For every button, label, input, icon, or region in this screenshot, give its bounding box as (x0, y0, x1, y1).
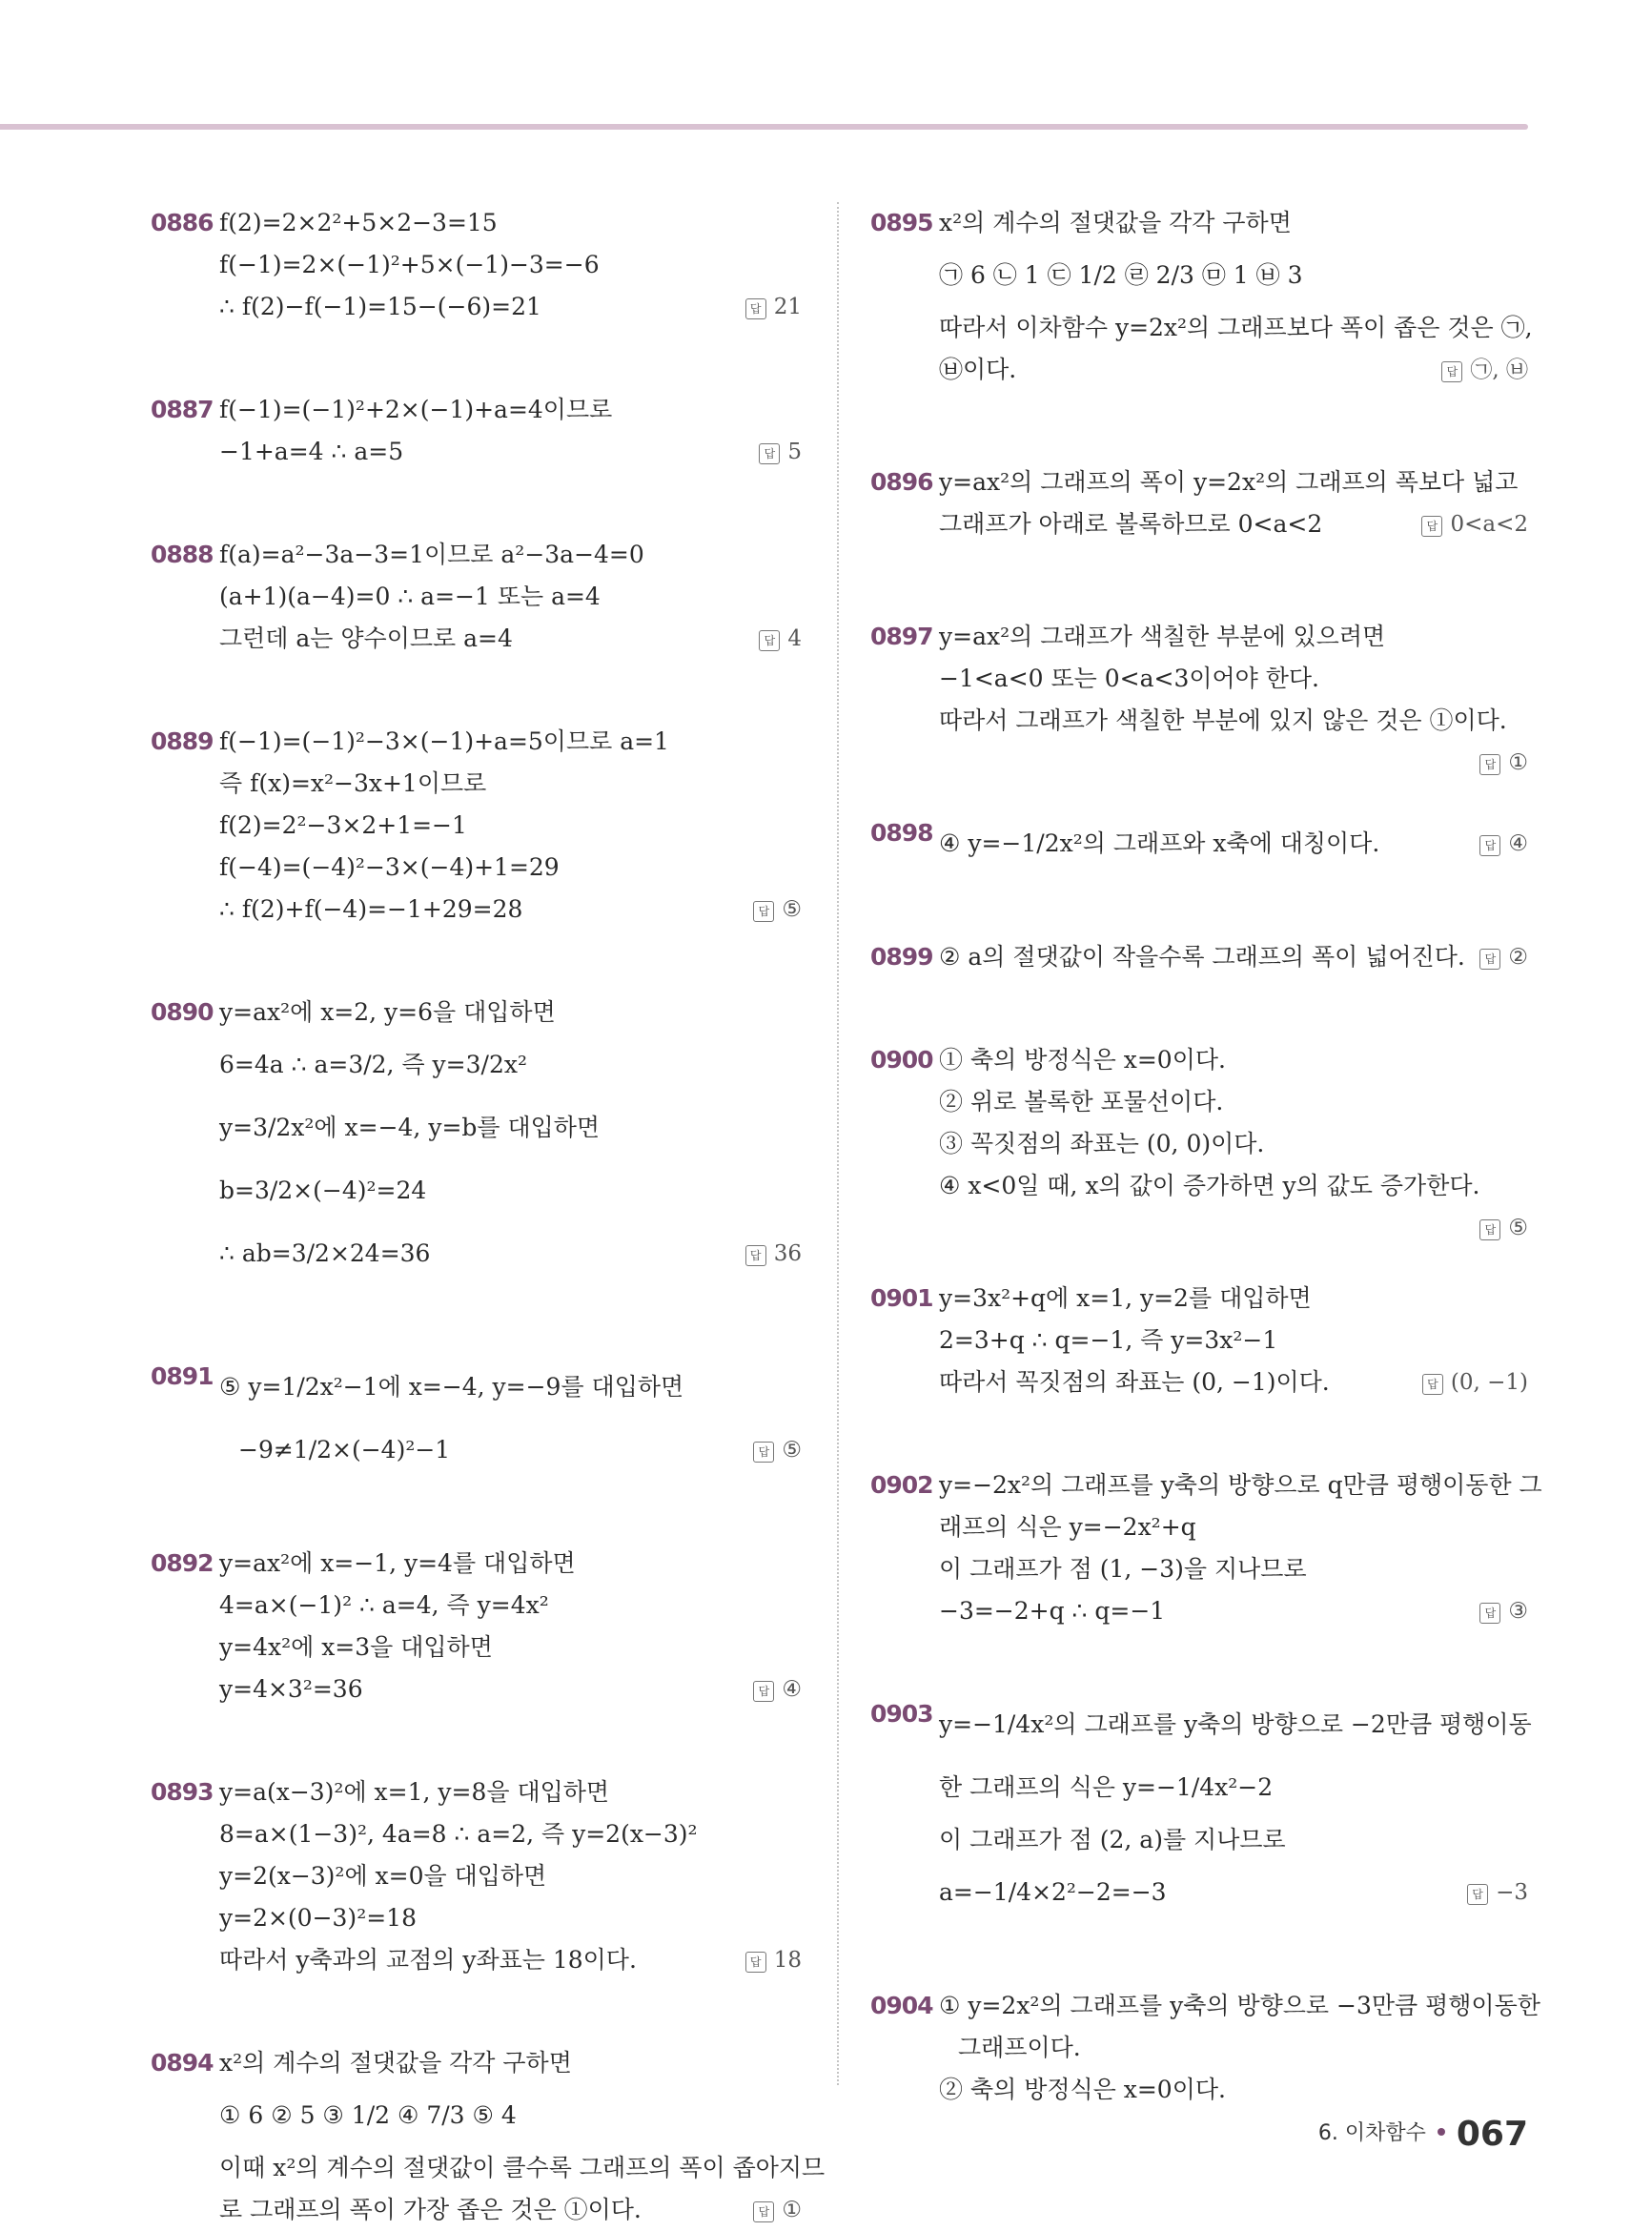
solution-body (219, 2042, 826, 2231)
solution-text: ④ x<0일 때, x의 값이 증가하면 y의 값도 증가한다. (939, 1172, 1480, 1199)
answer (1479, 742, 1528, 784)
answer-value: 0<a<2 (1450, 512, 1528, 537)
problem-0887 (151, 389, 802, 473)
problem-number: 0900 (870, 1046, 933, 1074)
solution-line (939, 461, 1528, 503)
solution-line (939, 307, 1533, 349)
solution-text: 이때 x²의 계수의 절댓값이 클수록 그래프의 폭이 좁아지므 (219, 2154, 826, 2181)
solution-line (939, 244, 1528, 307)
problem-0890 (151, 992, 802, 1285)
solution-text: y=4x²에 x=3을 대입하면 (219, 1633, 493, 1661)
top-rule (0, 124, 1528, 130)
solution-text: f(−4)=(−4)²−3×(−4)+1=29 (219, 853, 560, 881)
problem-0901 (870, 1278, 1528, 1403)
problem-0903 (870, 1693, 1532, 1924)
solution-text: 이 그래프가 점 (2, a)를 지나므로 (939, 1826, 1286, 1853)
solution-line (939, 700, 1528, 742)
answer-mark-icon: 답 (759, 443, 780, 464)
problem-0894 (151, 2042, 826, 2231)
solution-text: 6=4a ∴ a=3/2, 즉 y=3/2x² (219, 1051, 527, 1078)
solution-line (219, 1159, 802, 1222)
answer-mark-icon: 답 (753, 1681, 774, 1702)
solution-line (219, 2042, 802, 2084)
solution-text: ② a의 절댓값이 작을수록 그래프의 폭이 넓어진다. (939, 943, 1465, 971)
solution-text: y=4×3²=36 (219, 1675, 363, 1703)
solution-line (939, 202, 1528, 244)
problem-number: 0898 (870, 819, 933, 847)
solution-text: −9≠1/2×(−4)²−1 (238, 1436, 451, 1463)
answer-value: ⑤ (782, 897, 802, 922)
solution-line (939, 1548, 1528, 1590)
answer-value: ⑤ (782, 1438, 802, 1463)
answer-mark-icon: 답 (745, 298, 766, 319)
solution-body (219, 992, 802, 1285)
answer-value: 18 (773, 1948, 802, 1973)
answer-mark-icon: 답 (1441, 361, 1462, 382)
answer (745, 1222, 802, 1285)
solution-line (219, 286, 802, 328)
solution-line (219, 992, 802, 1034)
solution-text: ② 위로 볼록한 포물선이다. (939, 1088, 1224, 1116)
solution-line (219, 618, 802, 660)
solution-text: a=−1/4×2²−2=−3 (939, 1878, 1167, 1906)
solution-text: y=ax²의 그래프가 색칠한 부분에 있으려면 (939, 623, 1386, 650)
problem-number: 0893 (151, 1778, 214, 1806)
solution-line (939, 1464, 1542, 1506)
answer (753, 889, 802, 931)
answer-mark-icon: 답 (753, 2201, 774, 2222)
problem-number: 0887 (151, 396, 214, 423)
solution-line (219, 431, 802, 473)
solution-text: −1+a=4 ∴ a=5 (219, 438, 404, 465)
answer (1479, 812, 1528, 875)
answer (1441, 349, 1528, 391)
solution-text: f(a)=a²−3a−3=1이므로 a²−3a−4=0 (219, 541, 644, 568)
solutions-column-right (870, 202, 1542, 2111)
solution-line (939, 1756, 1528, 1819)
bullet-dot (1438, 2128, 1445, 2136)
problem-number: 0894 (151, 2049, 214, 2077)
answer (759, 618, 802, 660)
answer (1479, 1207, 1528, 1249)
answer (745, 286, 802, 328)
answer-mark-icon: 답 (1479, 754, 1500, 775)
solution-text: ① 축의 방정식은 x=0이다. (939, 1046, 1226, 1074)
answer-value: 21 (773, 295, 802, 319)
problem-0888 (151, 534, 802, 660)
solution-text: y=−2x²의 그래프를 y축의 방향으로 q만큼 평행이동한 그 (939, 1471, 1542, 1499)
problem-0895 (870, 202, 1533, 391)
answer (1422, 1361, 1528, 1403)
solution-text: (a+1)(a−4)=0 ∴ a=−1 또는 a=4 (219, 583, 601, 610)
solution-body (219, 1356, 802, 1482)
solution-text: f(−1)=(−1)²+2×(−1)+a=4이므로 (219, 396, 613, 423)
solution-body (939, 1039, 1528, 1240)
solution-line (219, 1855, 802, 1897)
problem-number: 0903 (870, 1700, 933, 1728)
solution-text: ① 6 ② 5 ③ 1/2 ④ 7/3 ⑤ 4 (219, 2101, 517, 2129)
answer-value: (0, −1) (1450, 1370, 1528, 1395)
problem-number: 0895 (870, 209, 933, 236)
answer-mark-icon: 답 (753, 901, 774, 922)
answer-value: ④ (782, 1677, 802, 1702)
answer-value: 4 (787, 626, 802, 651)
solution-body (219, 389, 802, 473)
solution-line (939, 1278, 1528, 1320)
problem-number: 0897 (870, 623, 933, 650)
page-number: 067 (1456, 2115, 1528, 2154)
solution-line (219, 2147, 826, 2189)
problem-0893 (151, 1771, 802, 1981)
solution-line (939, 658, 1528, 700)
solution-line (939, 1039, 1528, 1081)
page-footer (1318, 2115, 1528, 2154)
solution-line (939, 349, 1528, 391)
solution-line (219, 889, 802, 931)
answer-value: ③ (1508, 1599, 1528, 1624)
problem-number: 0901 (870, 1284, 933, 1312)
answer (745, 1939, 802, 1981)
solution-text: 그래프이다. (958, 2034, 1081, 2061)
solution-text: ∴ f(2)+f(−4)=−1+29=28 (219, 895, 523, 923)
solution-body (939, 1985, 1540, 2111)
solution-text: 그런데 a는 양수이므로 a=4 (219, 624, 513, 652)
solution-text: b=3/2×(−4)²=24 (219, 1177, 427, 1204)
problem-0902 (870, 1464, 1542, 1632)
solution-text: f(−1)=(−1)²−3×(−1)+a=5이므로 a=1 (219, 727, 669, 755)
problem-0899 (870, 936, 1528, 978)
solution-line (939, 1361, 1528, 1403)
solution-text: 이 그래프가 점 (1, −3)을 지나므로 (939, 1555, 1307, 1583)
solution-text: ∴ ab=3/2×24=36 (219, 1239, 431, 1267)
answer (1479, 936, 1528, 978)
solution-text: f(−1)=2×(−1)²+5×(−1)−3=−6 (219, 251, 600, 278)
solution-body (939, 1693, 1532, 1924)
solution-line (939, 616, 1528, 658)
problem-0891 (151, 1356, 802, 1482)
solution-line (219, 763, 802, 805)
problem-0897 (870, 616, 1528, 775)
solution-line (939, 1590, 1528, 1632)
solution-text: y=2×(0−3)²=18 (219, 1904, 417, 1932)
solution-line (939, 2069, 1528, 2111)
problem-number: 0891 (151, 1362, 214, 1390)
problem-0896 (870, 461, 1528, 545)
answer (1479, 1590, 1528, 1632)
solution-line (219, 389, 802, 431)
solution-text: 따라서 y축과의 교점의 y좌표는 18이다. (219, 1946, 637, 1974)
solution-line (219, 1771, 802, 1813)
solution-text: y=−1/4x²의 그래프를 y축의 방향으로 −2만큼 평행이동 (939, 1710, 1532, 1738)
solutions-column-left (151, 202, 826, 2231)
problem-number: 0892 (151, 1549, 214, 1577)
solution-body (939, 202, 1533, 391)
solution-line (939, 1320, 1528, 1361)
solution-text: ② 축의 방정식은 x=0이다. (939, 2076, 1226, 2103)
solution-line (939, 936, 1528, 978)
solution-text: y=ax²의 그래프의 폭이 y=2x²의 그래프의 폭보다 넓고 (939, 468, 1519, 496)
solution-line (939, 1081, 1528, 1123)
answer-value: ① (1508, 750, 1528, 775)
solution-text: y=3x²+q에 x=1, y=2를 대입하면 (939, 1284, 1312, 1312)
solution-text: ④ y=−1/2x²의 그래프와 x축에 대칭이다. (939, 829, 1380, 857)
answer-value: −3 (1496, 1880, 1528, 1905)
solution-body (939, 616, 1528, 775)
solution-line (219, 1222, 802, 1285)
solution-line (219, 1034, 802, 1096)
problem-number: 0886 (151, 209, 214, 236)
solution-line (219, 576, 802, 618)
solution-text: −3=−2+q ∴ q=−1 (939, 1597, 1166, 1625)
problem-0900 (870, 1039, 1528, 1240)
solution-line (219, 1585, 802, 1627)
answer-mark-icon: 답 (1479, 835, 1500, 856)
solution-line (939, 1819, 1528, 1861)
solution-body (939, 1278, 1528, 1403)
solution-body (219, 1771, 802, 1981)
solution-text: f(2)=2×2²+5×2−3=15 (219, 209, 498, 236)
solution-text: y=2(x−3)²에 x=0을 대입하면 (219, 1862, 547, 1890)
solution-line (219, 1627, 802, 1668)
solution-text: y=ax²에 x=2, y=6을 대입하면 (219, 998, 556, 1026)
solution-line (219, 1356, 802, 1419)
answer-mark-icon: 답 (1421, 516, 1442, 537)
solution-text: y=ax²에 x=−1, y=4를 대입하면 (219, 1549, 576, 1577)
answer-mark-icon: 답 (753, 1442, 774, 1463)
solution-body (219, 721, 802, 931)
answer (759, 431, 802, 473)
solution-text: 한 그래프의 식은 y=−1/4x²−2 (939, 1773, 1274, 1801)
solution-body (219, 534, 802, 660)
chapter-title: 6. 이차함수 (1317, 2121, 1426, 2145)
problem-number: 0890 (151, 998, 214, 1026)
solution-body (939, 936, 1528, 978)
solution-text: −1<a<0 또는 0<a<3이어야 한다. (939, 665, 1320, 692)
solution-line (219, 1813, 802, 1855)
solution-text: 4=a×(−1)² ∴ a=4, 즉 y=4x² (219, 1591, 549, 1619)
problem-number: 0902 (870, 1471, 933, 1499)
answer-mark-icon: 답 (1479, 1219, 1500, 1240)
solution-line (219, 2084, 802, 2147)
solution-text: 래프의 식은 y=−2x²+q (939, 1513, 1196, 1541)
solution-text: 따라서 꼭짓점의 좌표는 (0, −1)이다. (939, 1368, 1330, 1396)
problem-0892 (151, 1543, 802, 1710)
problem-number: 0888 (151, 541, 214, 568)
solution-line (219, 202, 802, 244)
solution-line (219, 1419, 802, 1482)
problem-0904 (870, 1985, 1540, 2111)
solution-line (219, 1543, 802, 1585)
answer (1467, 1861, 1528, 1924)
solution-text: f(2)=2²−3×2+1=−1 (219, 811, 467, 839)
solution-line (219, 1897, 802, 1939)
solution-text: 로 그래프의 폭이 가장 좁은 것은 ①이다. (219, 2196, 642, 2223)
solution-body (939, 461, 1528, 545)
problem-number: 0889 (151, 727, 214, 755)
answer-value: 36 (773, 1241, 802, 1266)
solution-line (939, 1123, 1528, 1165)
answer-mark-icon: 답 (1479, 1603, 1500, 1624)
answer-value: ㉠, ㉥ (1470, 358, 1528, 382)
solution-line (219, 721, 802, 763)
answer-value: ② (1508, 945, 1528, 970)
solution-text: ㉥이다. (939, 356, 1017, 383)
solution-text: ⑤ y=1/2x²−1에 x=−4, y=−9를 대입하면 (219, 1373, 684, 1401)
solution-text: 8=a×(1−3)², 4a=8 ∴ a=2, 즉 y=2(x−3)² (219, 1820, 698, 1848)
answer-value: ① (782, 2198, 802, 2222)
problem-0886 (151, 202, 802, 328)
solution-text: x²의 계수의 절댓값을 각각 구하면 (939, 209, 1292, 236)
solution-line (939, 1165, 1528, 1207)
answer-mark-icon: 답 (745, 1245, 766, 1266)
solution-text: x²의 계수의 절댓값을 각각 구하면 (219, 2049, 572, 2077)
solution-text: ③ 꼭짓점의 좌표는 (0, 0)이다. (939, 1130, 1265, 1157)
solution-line (939, 812, 1528, 875)
solution-text: 따라서 이차함수 y=2x²의 그래프보다 폭이 좁은 것은 ㉠, (939, 314, 1533, 341)
solution-text: y=3/2x²에 x=−4, y=b를 대입하면 (219, 1114, 601, 1141)
answer-mark-icon: 답 (745, 1952, 766, 1973)
answer (753, 1668, 802, 1710)
solution-body (219, 1543, 802, 1710)
answer-value: ⑤ (1508, 1216, 1528, 1240)
solution-line (219, 1096, 802, 1159)
problem-number: 0899 (870, 943, 933, 971)
solution-text: 따라서 그래프가 색칠한 부분에 있지 않은 것은 ①이다. (939, 706, 1507, 734)
solution-body (219, 202, 802, 328)
solution-text: 즉 f(x)=x²−3x+1이므로 (219, 769, 487, 797)
answer-mark-icon: 답 (1479, 949, 1500, 970)
answer-mark-icon: 답 (1422, 1374, 1443, 1395)
answer-value: ④ (1508, 831, 1528, 856)
solution-text: y=a(x−3)²에 x=1, y=8을 대입하면 (219, 1778, 610, 1806)
answer-value: 5 (787, 440, 802, 464)
answer (753, 2189, 802, 2231)
solution-text: 그래프가 아래로 볼록하므로 0<a<2 (939, 510, 1323, 538)
solution-text: ① y=2x²의 그래프를 y축의 방향으로 −3만큼 평행이동한 (939, 1992, 1540, 2019)
solution-line (939, 1693, 1532, 1756)
problem-0889 (151, 721, 802, 931)
solution-line (219, 1668, 802, 1710)
solution-line (219, 847, 802, 889)
answer-mark-icon: 답 (1467, 1884, 1488, 1905)
solution-body (939, 1464, 1542, 1632)
problem-number: 0896 (870, 468, 933, 496)
problem-number: 0904 (870, 1992, 933, 2019)
solution-line (939, 2027, 1528, 2069)
solution-line (219, 1939, 802, 1981)
solution-text: ∴ f(2)−f(−1)=15−(−6)=21 (219, 293, 541, 320)
answer-mark-icon: 답 (759, 630, 780, 651)
solution-line (219, 244, 802, 286)
problem-0898 (870, 812, 1528, 875)
answer (1421, 503, 1528, 545)
solution-line (939, 503, 1528, 545)
solution-text: 2=3+q ∴ q=−1, 즉 y=3x²−1 (939, 1326, 1278, 1354)
solution-line (939, 1861, 1528, 1924)
solution-body (939, 812, 1528, 875)
solution-line (219, 2189, 802, 2231)
solution-text: ㉠ 6 ㉡ 1 ㉢ 1/2 ㉣ 2/3 ㉤ 1 ㉥ 3 (939, 261, 1303, 289)
solution-line (939, 1985, 1540, 2027)
column-divider (837, 202, 839, 2085)
solution-line (939, 1506, 1528, 1548)
answer (753, 1419, 802, 1482)
solution-line (219, 534, 802, 576)
solution-line (219, 805, 802, 847)
